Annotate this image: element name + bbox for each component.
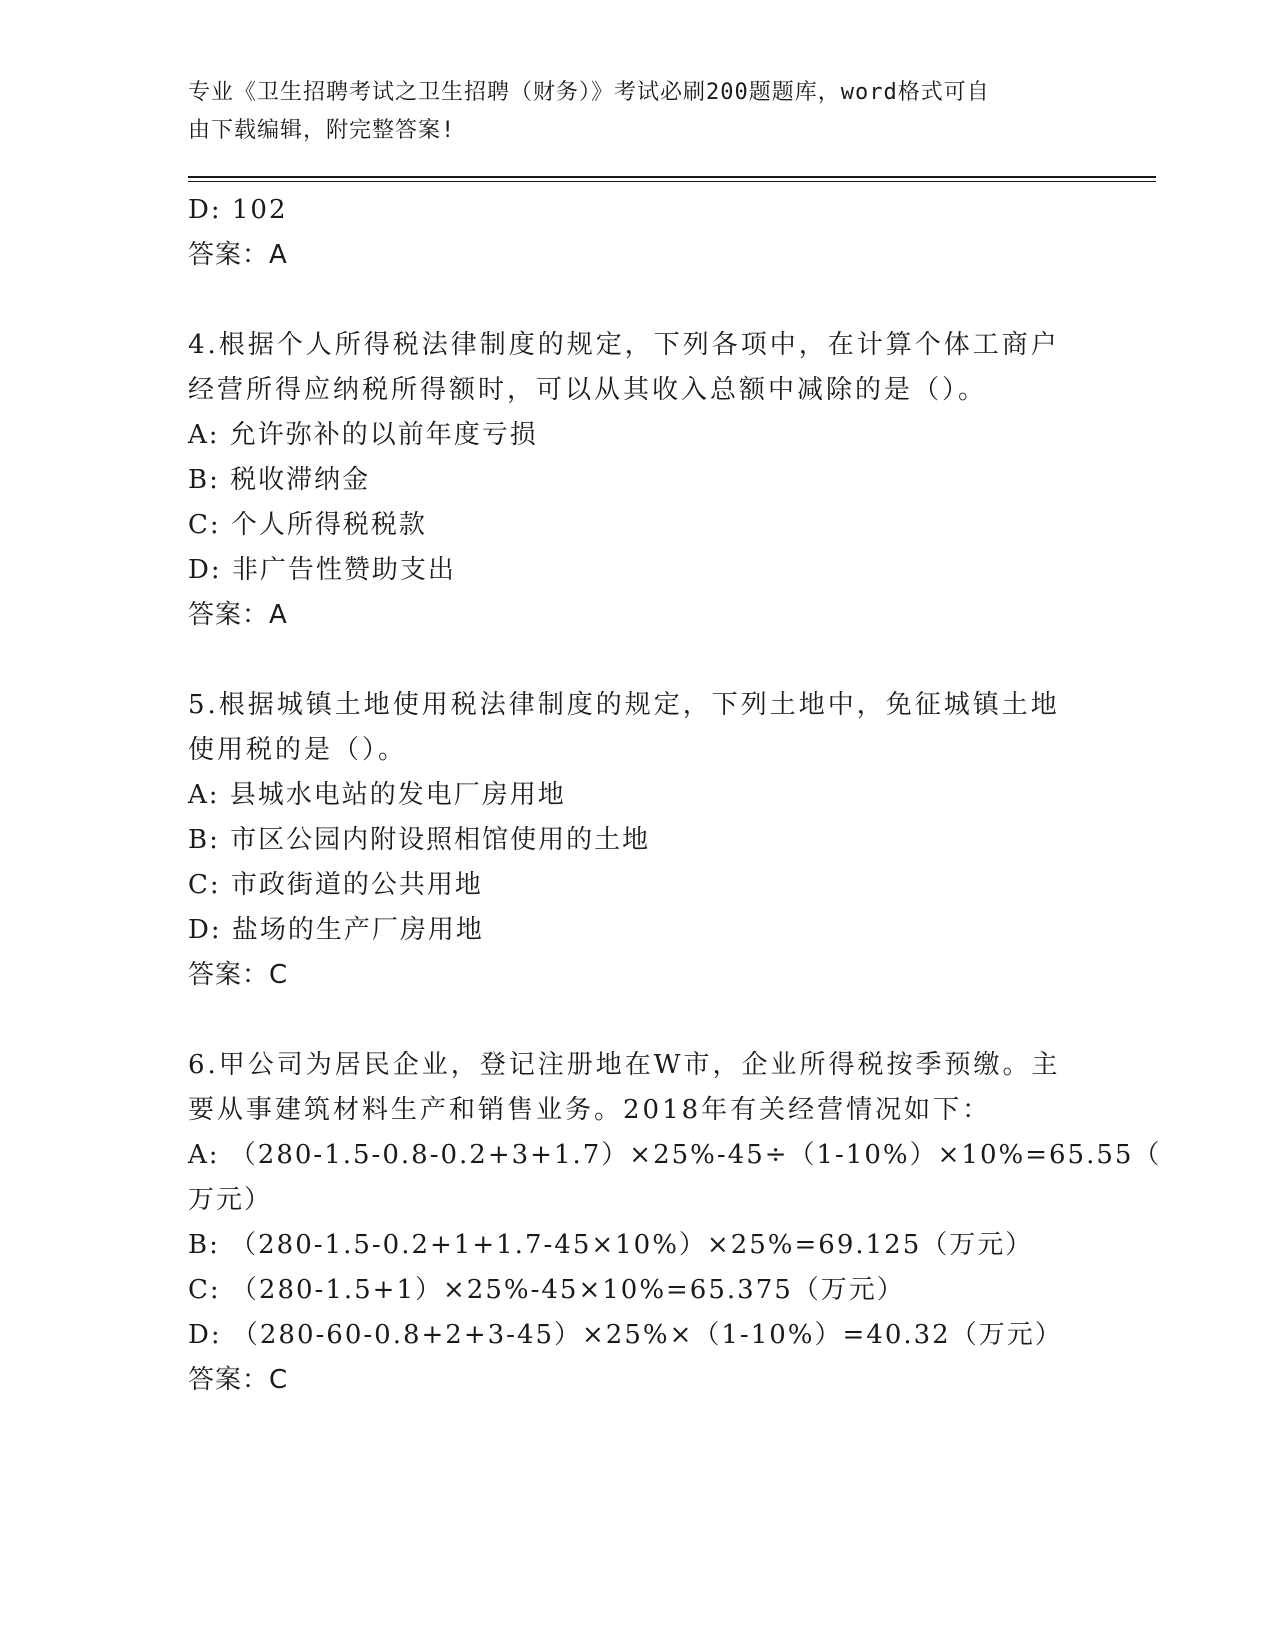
option-a: A: 允许弥补的以前年度亏损: [188, 420, 538, 450]
answer-line: 答案：C: [188, 1365, 289, 1395]
spacer: [188, 638, 1088, 683]
question-stem-line: 使用税的是（）。: [188, 735, 408, 765]
option-d: D: 盐场的生产厂房用地: [188, 915, 484, 945]
header-line-1: 专业《卫生招聘考试之卫生招聘（财务）》考试必刷200题题库，word格式可自: [188, 80, 990, 105]
option-a-continued: 万元）: [188, 1185, 273, 1215]
question-stem-line: 经营所得应纳税所得额时，可以从其收入总额中减除的是（）。: [188, 375, 988, 405]
spacer: [188, 998, 1088, 1043]
answer-line: 答案：A: [188, 600, 288, 630]
question-block: [188, 1043, 1162, 1403]
option-c: C: 个人所得税税款: [188, 510, 427, 540]
question-stem-line: 5.根据城镇土地使用税法律制度的规定，下列土地中，免征城镇土地: [188, 690, 1060, 720]
option-b: B: 市区公园内附设照相馆使用的土地: [188, 825, 651, 855]
header-divider-thin: [188, 181, 1156, 182]
question-stem-line: 要从事建筑材料生产和销售业务。2018年有关经营情况如下：: [188, 1095, 992, 1125]
header-line-2: 由下载编辑，附完整答案!: [188, 118, 456, 143]
option-d: D: 102: [188, 195, 288, 225]
option-d: D: 非广告性赞助支出: [188, 555, 456, 585]
option-c: C: 市政街道的公共用地: [188, 870, 483, 900]
question-stem-line: 4.根据个人所得税法律制度的规定，下列各项中，在计算个体工商户: [188, 330, 1060, 360]
option-d: D: （280-60-0.8+2+3-45）×25%×（1-10%）=40.32（万元）: [188, 1320, 1063, 1350]
question-stem-line: 6.甲公司为居民企业，登记注册地在W市，企业所得税按季预缴。主: [188, 1050, 1061, 1080]
answer-line: 答案：C: [188, 960, 289, 990]
header-divider-thick: [188, 176, 1156, 178]
option-a: A: 县城水电站的发电厂房用地: [188, 780, 566, 810]
question-block: [188, 323, 1088, 638]
option-c: C: （280-1.5+1）×25%-45×10%=65.375（万元）: [188, 1275, 905, 1305]
document-body: [188, 188, 1162, 1403]
spacer: [188, 278, 1088, 323]
option-b: B: （280-1.5-0.2+1+1.7-45×10%）×25%=69.125（万元）: [188, 1230, 1034, 1260]
option-b: B: 税收滞纳金: [188, 465, 371, 495]
option-a: A: （280-1.5-0.8-0.2+3+1.7）×25%-45÷（1-10%）×10%=65.55（: [188, 1140, 1162, 1170]
question-block: [188, 683, 1088, 998]
answer-line: 答案：A: [188, 240, 288, 270]
document-header: [188, 74, 1078, 150]
